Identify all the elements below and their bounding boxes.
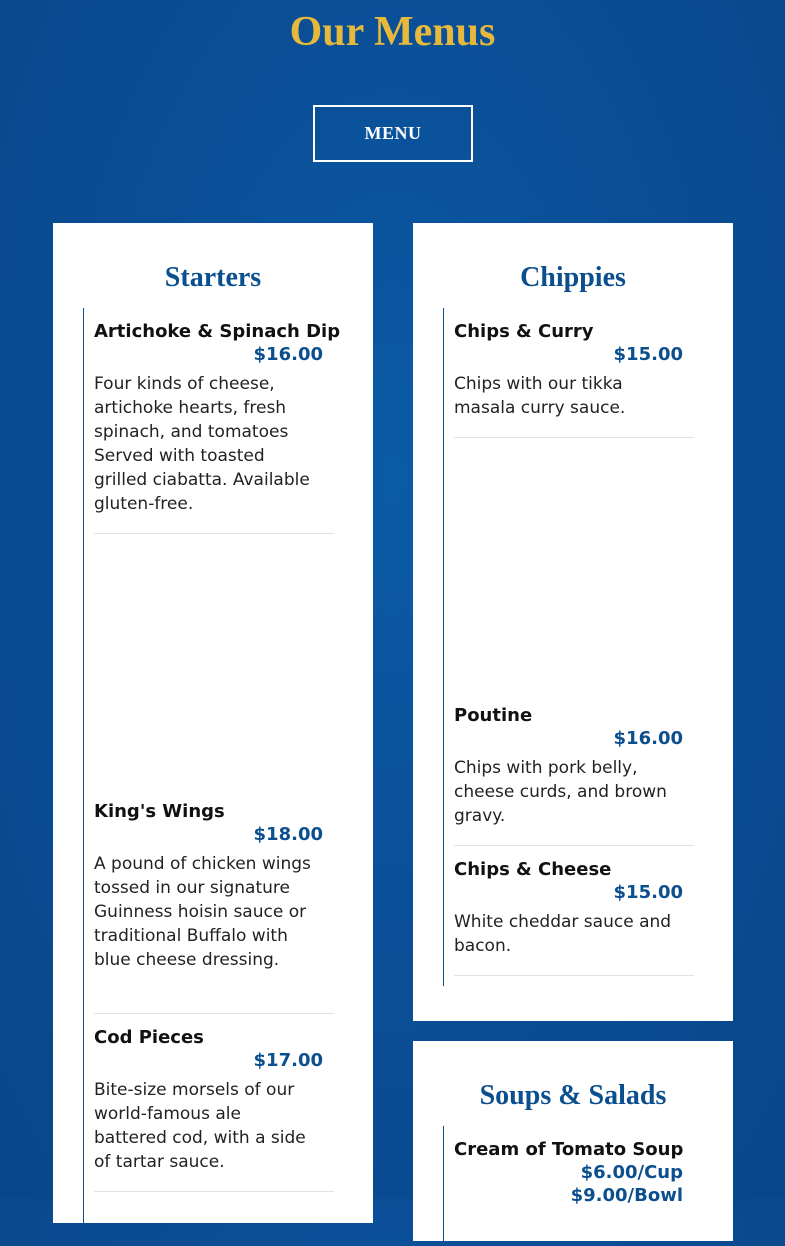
starters-divider-line (83, 308, 84, 1228)
item-divider (94, 1013, 334, 1014)
item-name: Cod Pieces (94, 1027, 204, 1048)
item-price: $17.00 (253, 1050, 323, 1071)
item-price: $15.00 (613, 882, 683, 903)
chippies-divider-line (443, 308, 444, 986)
item-price: $16.00 (253, 344, 323, 365)
item-name: Poutine (454, 705, 533, 726)
item-price: $16.00 (613, 728, 683, 749)
item-divider (454, 437, 694, 438)
starters-card (53, 223, 373, 1223)
item-description: Four kinds of cheese, artichoke hearts, fresh spinach, and tomatoes Served with toasted grilled ciabatta. Available gluten-free. (94, 374, 310, 514)
item-description: White cheddar sauce and bacon. (454, 912, 672, 956)
item-name: Chips & Cheese (454, 859, 612, 880)
item-description: Bite-size morsels of our world-famous ale battered cod, with a side of tartar sauce. (94, 1080, 306, 1172)
item-price: $18.00 (253, 824, 323, 845)
item-price-cup: $6.00/Cup (580, 1162, 683, 1183)
item-description: Chips with our tikka masala curry sauce. (454, 374, 626, 418)
starters-title: Starters (164, 262, 262, 293)
item-divider (454, 845, 694, 846)
item-divider (454, 975, 694, 976)
item-description: Chips with pork belly, cheese curds, and brown gravy. (454, 758, 667, 826)
page-title: Our Menus (289, 9, 496, 55)
item-name: Artichoke & Spinach Dip (94, 321, 341, 342)
item-divider (94, 533, 334, 534)
item-description: A pound of chicken wings tossed in our signature Guinness hoisin sauce or traditional Buffalo with blue cheese dressing. (94, 854, 311, 970)
item-name: King's Wings (94, 801, 225, 822)
chippies-title: Chippies (520, 262, 626, 293)
item-divider (94, 1191, 334, 1192)
item-price-bowl: $9.00/Bowl (570, 1185, 683, 1206)
menu-button[interactable]: MENU (313, 105, 473, 162)
soups-divider-line (443, 1126, 444, 1246)
chippies-card (413, 223, 733, 1021)
item-name: Cream of Tomato Soup (454, 1139, 684, 1160)
soups-salads-card (413, 1041, 733, 1241)
item-price: $15.00 (613, 344, 683, 365)
soups-salads-title: Soups & Salads (479, 1080, 667, 1111)
item-name: Chips & Curry (454, 321, 594, 342)
